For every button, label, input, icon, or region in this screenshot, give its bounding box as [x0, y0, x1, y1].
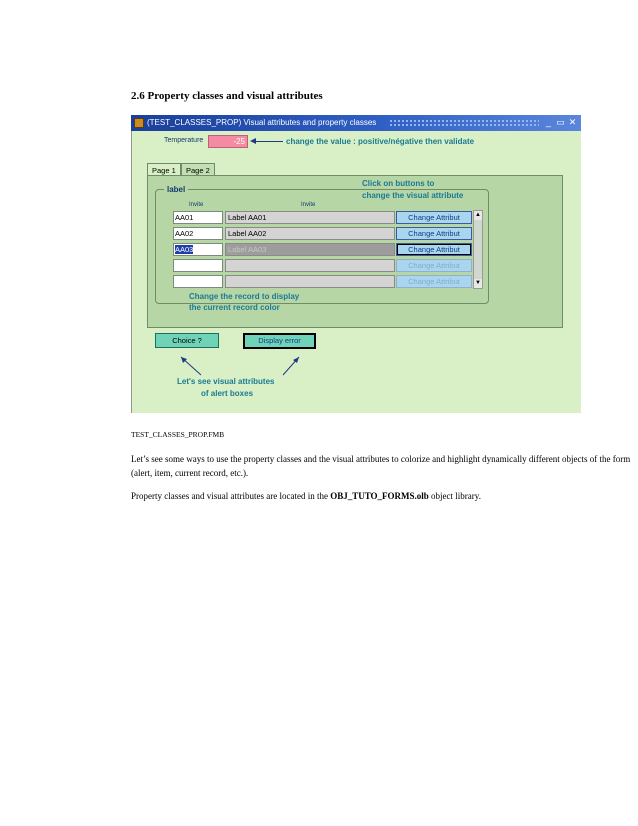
code-field[interactable] — [173, 243, 223, 256]
close-icon[interactable]: ✕ — [568, 117, 577, 127]
temperature-hint: change the value : positive/négative then validate — [286, 137, 475, 146]
section-heading: 2.6 Property classes and visual attributes — [131, 90, 323, 102]
scroll-down-icon[interactable]: ▼ — [475, 280, 481, 286]
code-field[interactable] — [173, 259, 223, 272]
column-header-invite: Invite — [189, 202, 204, 208]
app-icon — [134, 118, 144, 128]
code-field[interactable]: AA02 — [173, 227, 223, 240]
maximize-icon[interactable]: ▭ — [556, 117, 565, 127]
arrow-left-icon — [255, 141, 283, 142]
temperature-label: Temperature — [164, 137, 204, 144]
temperature-input[interactable]: -25 — [208, 135, 248, 148]
frame-title: label — [164, 185, 188, 194]
code-field[interactable] — [173, 275, 223, 288]
label-field[interactable]: Label AA02 — [225, 227, 395, 240]
label-field[interactable] — [225, 275, 395, 288]
change-attribut-button[interactable]: Change Attribut — [396, 243, 472, 256]
code-field[interactable]: AA01 — [173, 211, 223, 224]
tab-page-2[interactable]: Page 2 — [181, 163, 215, 176]
alert-note-line1: Let's see visual attributes — [177, 377, 275, 386]
paragraph-library — [131, 489, 636, 503]
change-attribut-button[interactable]: Change Attribut — [396, 259, 472, 272]
display-error-button[interactable]: Display error — [243, 333, 316, 349]
paragraph-intro: Let’s see some ways to use the property classes and the visual attributes to colorize and highlight dynamically different objects of the form (alert, item, current record, etc.). — [131, 454, 631, 478]
paragraph-library-text: Property classes and visual attributes are located in the — [131, 491, 331, 501]
column-header-invite-label: Invite — [301, 202, 316, 208]
window-title: (TEST_CLASSES_PROP) Visual attributes and property classes — [147, 118, 377, 127]
window-edge — [131, 131, 132, 413]
forms-screenshot — [131, 115, 581, 413]
tab-page-1[interactable]: Page 1 — [147, 163, 181, 176]
buttons-note-line2: change the visual attribute — [362, 191, 464, 200]
window-titlebar[interactable] — [131, 115, 581, 131]
scroll-up-icon[interactable]: ▲ — [475, 212, 481, 218]
minimize-icon[interactable]: _ — [545, 117, 551, 127]
selected-text: AA03 — [175, 245, 194, 254]
record-note-line1: Change the record to display — [189, 292, 300, 301]
records-scrollbar[interactable] — [473, 210, 483, 289]
buttons-note-line1: Click on buttons to — [362, 179, 435, 188]
label-field[interactable]: Label AA01 — [225, 211, 395, 224]
library-name: OBJ_TUTO_FORMS.olb — [330, 491, 429, 501]
label-field[interactable] — [225, 259, 395, 272]
alert-note-line2: of alert boxes — [201, 389, 254, 398]
choice-button[interactable]: Choice ? — [155, 333, 219, 348]
change-attribut-button[interactable]: Change Attribut — [396, 275, 472, 288]
change-attribut-button[interactable]: Change Attribut — [396, 227, 472, 240]
change-attribut-button[interactable]: Change Attribut — [396, 211, 472, 224]
figure-caption: TEST_CLASSES_PROP.FMB — [131, 430, 225, 439]
paragraph-library-end: object library. — [428, 491, 481, 501]
label-field[interactable]: Label AA03 — [225, 243, 395, 256]
titlebar-pattern — [389, 119, 539, 127]
record-note-line2: the current record color — [189, 303, 280, 312]
